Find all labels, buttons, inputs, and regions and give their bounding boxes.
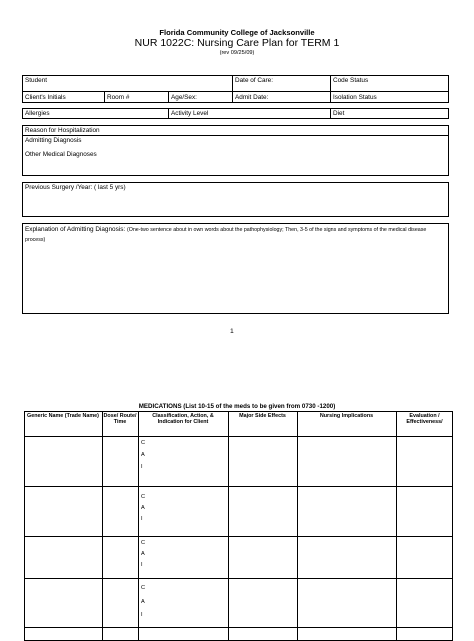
activity-level-label: Activity Level xyxy=(171,110,209,117)
letter-a: A xyxy=(141,452,145,458)
letter-c: C xyxy=(141,494,146,500)
revision-note: (rev 09/25/09) xyxy=(219,50,255,56)
letter-a: A xyxy=(141,599,145,605)
letter-a: A xyxy=(141,551,145,557)
col-header-classification: Classification, Action, & Indication for Client xyxy=(152,413,214,426)
col-header-nursing-implications: Nursing Implications xyxy=(319,413,374,419)
letter-a: A xyxy=(141,505,145,511)
previous-surgery-label: Previous Surgery /Year: ( last 5 yrs) xyxy=(25,184,126,191)
explanation-label: Explanation of Admitting Diagnosis: xyxy=(25,226,126,233)
admit-date-label: Admit Date: xyxy=(235,94,269,101)
code-status-label: Code Status xyxy=(333,77,369,84)
institution-name: Florida Community College of Jacksonville xyxy=(159,28,315,37)
age-sex-label: Age/Sex: xyxy=(171,94,197,101)
room-label: Room # xyxy=(107,94,130,101)
col-header-side-effects: Major Side Effects xyxy=(239,413,286,419)
student-label: Student xyxy=(25,77,48,84)
letter-c: C xyxy=(141,540,146,546)
admitting-diagnosis-label: Admitting Diagnosis xyxy=(25,137,82,144)
explanation-instruction: (One-two sentence about in own words about the pathophysiology; Then, 3-5 of the signs and symptoms of the medical disease process) xyxy=(25,227,427,243)
clients-initials-label: Client's Initials xyxy=(25,94,66,101)
date-of-care-label: Date of Care: xyxy=(235,77,274,84)
letter-c: C xyxy=(141,585,146,591)
other-medical-diagnoses-label: Other Medical Diagnoses xyxy=(25,151,97,158)
col-header-dose-route-time: Dose/ Route/ Time xyxy=(103,413,137,426)
letter-i: I xyxy=(141,562,143,568)
diet-label: Diet xyxy=(333,110,345,117)
col-header-generic-name: Generic Name (Trade Name) xyxy=(27,413,99,419)
medications-title: MEDICATIONS (List 10-15 of the meds to be given from 0730 -1200) xyxy=(138,403,336,410)
letter-i: I xyxy=(141,464,143,470)
letter-c: C xyxy=(141,440,146,446)
page-number: 1 xyxy=(230,328,234,335)
col-header-evaluation: Evaluation / Effectiveness/ xyxy=(406,413,443,426)
allergies-label: Allergies xyxy=(25,110,50,117)
letter-i: I xyxy=(141,612,143,618)
letter-i: I xyxy=(141,516,143,522)
explanation-text xyxy=(25,225,445,245)
page-title: NUR 1022C: Nursing Care Plan for TERM 1 xyxy=(134,37,340,49)
isolation-status-label: Isolation Status xyxy=(333,94,377,101)
reason-for-hospitalization-label: Reason for Hospitalization xyxy=(25,127,100,134)
